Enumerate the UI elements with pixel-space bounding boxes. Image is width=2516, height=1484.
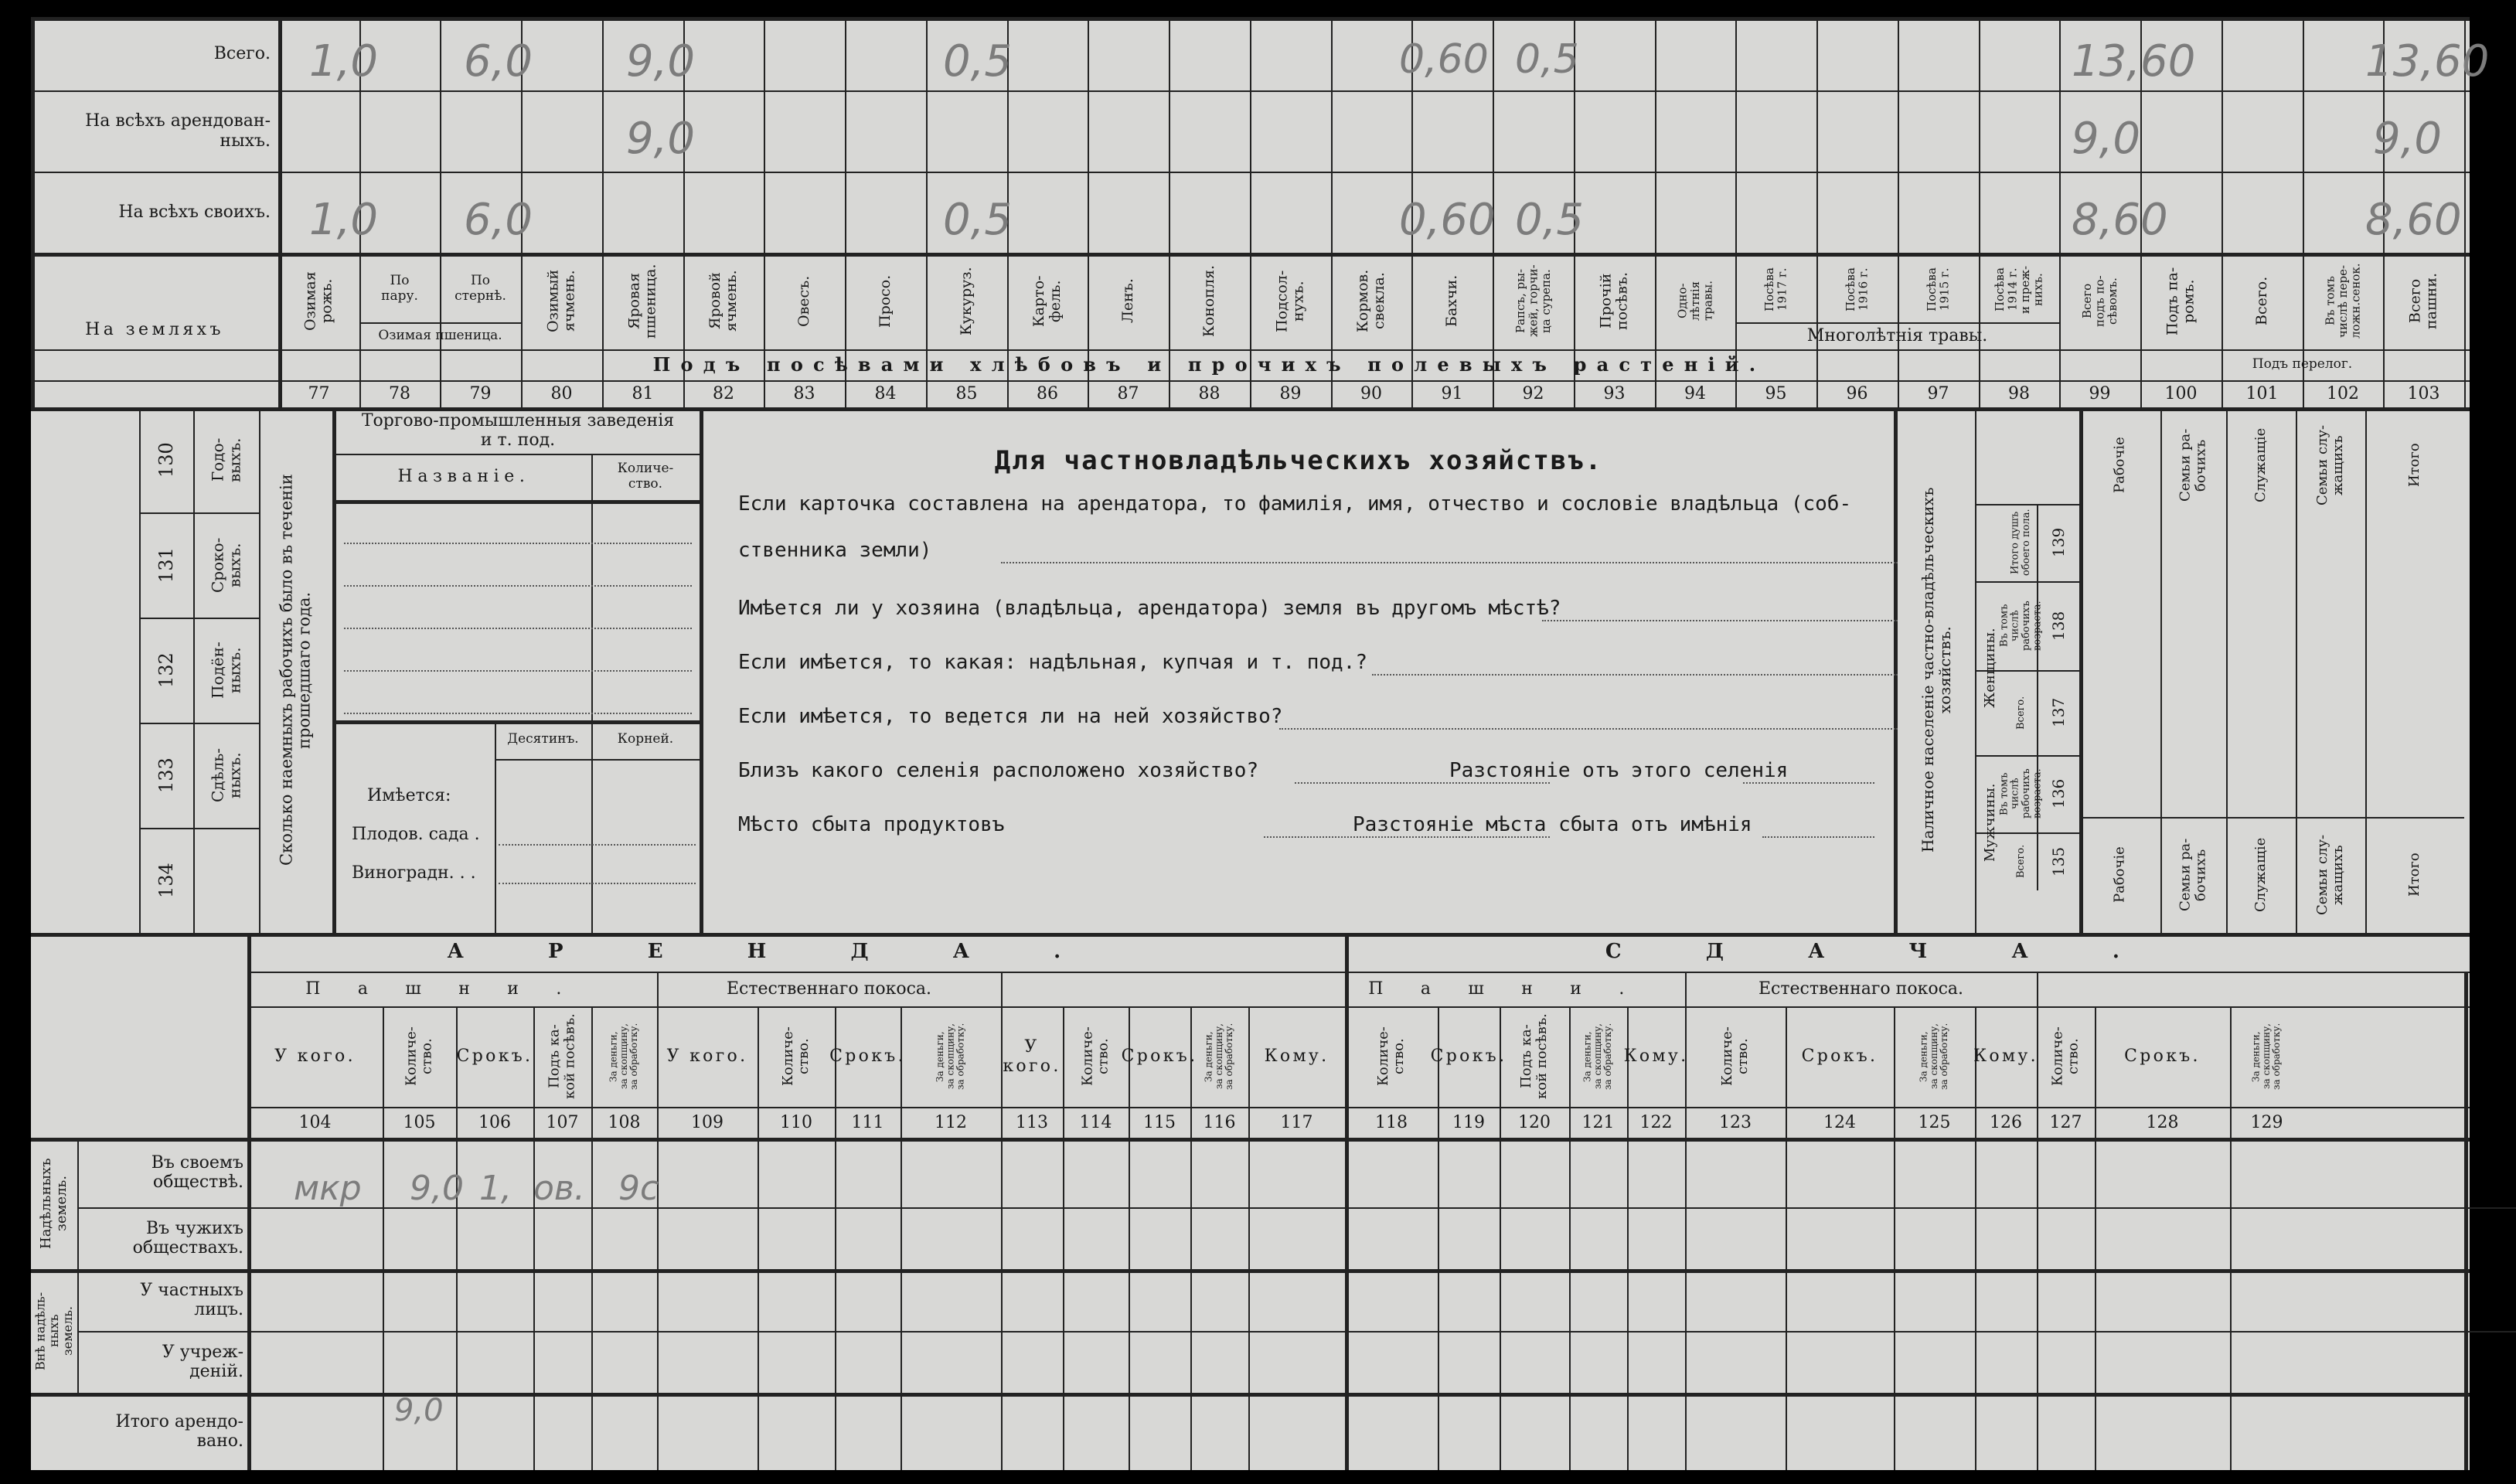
winter-wheat-label: Озимая пшеница.: [378, 327, 502, 343]
h-rule: [31, 1138, 2470, 1142]
lease-col-number: 108: [608, 1112, 641, 1132]
col-header: Кормов. свекла.: [1354, 269, 1387, 333]
hired-col-header: Подён- ныхъ.: [208, 642, 244, 699]
col-header: Посѣва 1915 г.: [1925, 267, 1952, 311]
sublease-header: СДАЧА.: [1605, 940, 2204, 964]
hired-col-number: 133: [155, 757, 177, 793]
col-number: 79: [469, 384, 492, 403]
non-allotment-land-label: Внѣ надѣль- ныхъ земель.: [32, 1292, 75, 1370]
col-number: 92: [1522, 384, 1544, 403]
worker-col-header: Рабочіе: [2111, 437, 2128, 494]
col-header: Одно- лѣтнія травы.: [1675, 281, 1715, 322]
population-col-number: 137: [2049, 697, 2068, 728]
women-label: Женщины.: [1982, 628, 1999, 709]
answer-line: [1001, 562, 1898, 563]
col-number: 91: [1441, 384, 1463, 403]
v-rule: [259, 407, 260, 933]
lease-col-number: 114: [1079, 1112, 1112, 1132]
col-header: Подсол- нухъ.: [1273, 270, 1307, 332]
handwritten-value: ов.: [533, 1169, 585, 1208]
dotted-line: [344, 543, 692, 544]
lease-row-label: Въ своемъ обществѣ.: [151, 1152, 243, 1192]
worker-col-footer: Семьи слу- жащихъ: [2314, 834, 2346, 916]
lease-col-number: 127: [2049, 1112, 2082, 1132]
population-subheader: Итого душъ обоего пола.: [2009, 509, 2032, 577]
lease-col-header: За деньги, за скопщину, за обработку.: [608, 1023, 640, 1091]
handwritten-value: 9,0: [626, 114, 696, 164]
col-header: Всего.: [2253, 276, 2271, 326]
population-label: Наличное населеніе частно-владѣльческихъ хозяйствъ.: [1918, 487, 1954, 853]
sowing-banner: Подъ посѣвами хлѣбовъ и прочихъ полевыхъ растеній.: [652, 353, 1766, 376]
col-number: 96: [1846, 384, 1868, 403]
handwritten-value: 0,5: [943, 36, 1013, 87]
col-header: Рапсъ, ры- жей, горчи- ца сурепа.: [1513, 264, 1553, 338]
lease-col-header: У кого.: [274, 1047, 356, 1067]
dotted-line: [344, 585, 692, 587]
desyatin-header: Десятинъ.: [507, 731, 579, 747]
lease-col-header: Количе- ство.: [403, 1026, 435, 1087]
handwritten-value: 1,: [479, 1169, 512, 1208]
question-text: Близъ какого селенія расположено хозяйство?: [738, 759, 1259, 782]
lease-col-number: 105: [403, 1112, 436, 1132]
lease-col-number: 129: [2250, 1112, 2283, 1132]
worker-col-header: Семьи ра- бочихъ: [2177, 428, 2209, 502]
lease-col-header: Количе- ство.: [1375, 1026, 1407, 1087]
hired-col-header: Годо- выхъ.: [208, 437, 244, 482]
answer-line: [1295, 782, 1550, 784]
col-number: 87: [1117, 384, 1139, 403]
group-header: Естественнаго покоса.: [726, 979, 931, 999]
handwritten-value: 13,60: [2365, 36, 2490, 87]
lease-col-header: За деньги, за скопщину, за обработку.: [935, 1023, 966, 1091]
lease-col-number: 119: [1452, 1112, 1485, 1132]
question-text: Мѣсто сбыта продуктовъ: [738, 813, 1005, 836]
lease-col-number: 112: [935, 1112, 967, 1132]
col-header: Озимая рожь.: [301, 271, 335, 331]
lease-col-number: 117: [1280, 1112, 1313, 1132]
lease-col-number: 124: [1823, 1112, 1856, 1132]
hired-col-header: [193, 828, 259, 933]
lease-col-number: 109: [691, 1112, 723, 1132]
population-subheader: Въ томъ числѣ рабочихъ возраста.: [1998, 601, 2044, 651]
col-header: Посѣва 1914 г. и преж- нихъ.: [1993, 265, 2045, 314]
lease-col-number: 122: [1639, 1112, 1673, 1132]
col-number: 100: [2164, 384, 2198, 403]
lease-col-header: У кого.: [666, 1047, 748, 1067]
handwritten-value: 1,0: [309, 195, 379, 245]
row-label: На всѣхъ своихъ.: [118, 202, 271, 222]
handwritten-value: 0,5: [943, 195, 1013, 245]
col-number: 101: [2245, 384, 2279, 403]
lease-col-number: 128: [2146, 1112, 2179, 1132]
handwritten-value: 9с: [618, 1169, 659, 1208]
worker-col-header: Семьи слу- жащихъ: [2314, 424, 2346, 506]
handwritten-value: 0,5: [1515, 36, 1579, 83]
handwritten-value: 0,60: [1399, 195, 1496, 245]
col-header: Озимый ячмень.: [544, 269, 578, 333]
lease-col-number: 116: [1203, 1112, 1236, 1132]
col-header: Посѣва 1917 г.: [1762, 267, 1789, 311]
fallow-label: Подъ перелог.: [2252, 356, 2353, 373]
question-text: ственника земли): [738, 539, 932, 562]
answer-line: [1762, 836, 1874, 838]
allotment-land-label: Надѣльныхъ земель.: [38, 1158, 70, 1249]
hired-col-number: 131: [155, 547, 177, 583]
dotted-line: [499, 883, 696, 884]
private-farm-title: Для частновладѣльческихъ хозяйствъ.: [994, 445, 1603, 477]
col-header: По пару.: [381, 273, 418, 304]
col-number: 94: [1684, 384, 1706, 403]
lease-col-number: 118: [1375, 1112, 1408, 1132]
col-number: 89: [1279, 384, 1302, 403]
col-number: 99: [2089, 384, 2111, 403]
lease-col-header: Кому.: [1623, 1047, 1689, 1067]
lease-col-header: У кого.: [1003, 1036, 1061, 1076]
handwritten-value: 8,60: [2072, 195, 2168, 245]
worker-col-footer: Семьи ра- бочихъ: [2177, 838, 2209, 912]
lease-row-label: У частныхъ лицъ.: [140, 1280, 243, 1319]
lease-col-header: Подъ ка- кой посѣвъ.: [546, 1013, 578, 1100]
korney-header: Корней.: [617, 731, 674, 747]
h-rule: [336, 500, 700, 504]
lease-header: АРЕНДА.: [447, 940, 1146, 964]
row-label: Всего.: [213, 43, 271, 63]
hired-col-number: 130: [155, 442, 177, 478]
lease-row-label: У учреж- деній.: [162, 1342, 243, 1381]
answer-line: [1542, 620, 1898, 621]
lease-col-header: Срокъ.: [2124, 1047, 2201, 1067]
handwritten-value: 9,0: [626, 36, 696, 87]
lease-col-number: 106: [478, 1112, 511, 1132]
worker-col-footer: Рабочіе: [2111, 846, 2128, 904]
col-header: Подъ па- ромъ.: [2164, 267, 2198, 335]
lease-col-header: Срокъ.: [456, 1047, 533, 1067]
trade-title: Торгово-промышленныя заведенія и т. под.: [361, 410, 675, 450]
question-text: Если имѣется, то ведется ли на ней хозяйство?: [738, 705, 1283, 728]
trade-name-header: Названіе.: [397, 467, 530, 487]
lease-row-label: Въ чужихъ обществахъ.: [132, 1218, 243, 1258]
population-col-number: 139: [2049, 527, 2068, 558]
population-col-number: 136: [2049, 778, 2068, 809]
population-subheader: Всего.: [2014, 844, 2027, 879]
lease-col-header: Срокъ.: [1121, 1047, 1198, 1067]
question-text: Разстояніе мѣста сбыта отъ имѣнія: [1353, 813, 1752, 836]
col-header: Всего подъ по- сѣвомъ.: [2079, 275, 2119, 327]
col-header: Овесъ.: [795, 275, 813, 327]
col-number: 97: [1927, 384, 1949, 403]
lease-col-header: Количе- ство.: [1719, 1026, 1751, 1087]
handwritten-value: 9,0: [2373, 114, 2443, 164]
answer-line: [1372, 674, 1898, 676]
h-rule: [77, 1331, 2516, 1333]
col-number: 81: [632, 384, 654, 403]
lease-col-header: За деньги, за скопщину, за обработку.: [1918, 1023, 1950, 1091]
col-number: 78: [389, 384, 410, 403]
h-rule: [31, 1269, 2470, 1273]
lease-col-number: 115: [1143, 1112, 1176, 1132]
col-number: 93: [1603, 384, 1626, 403]
handwritten-value: 1,0: [309, 36, 379, 87]
col-number: 77: [308, 384, 330, 403]
answer-line: [1743, 782, 1874, 784]
col-number: 95: [1765, 384, 1787, 403]
group-header: Пашни.: [305, 979, 599, 999]
lease-col-number: 111: [851, 1112, 884, 1132]
lease-col-header: Подъ ка- кой посѣвъ.: [1518, 1013, 1550, 1100]
handwritten-value: 9,0: [2072, 114, 2141, 164]
col-header: Карто- фель.: [1030, 275, 1064, 327]
lease-col-header: Срокъ.: [1430, 1047, 1507, 1067]
hired-col-number: 134: [155, 863, 177, 898]
lease-col-number: 110: [780, 1112, 812, 1132]
v-rule: [700, 407, 703, 933]
lease-col-header: За деньги, за скопщину, за обработку.: [1581, 1023, 1614, 1091]
col-number: 85: [955, 384, 978, 403]
col-header: Бахчи.: [1443, 274, 1461, 328]
population-subheader: Въ томъ числѣ рабочихъ возраста.: [1998, 768, 2044, 819]
col-header: Посѣва 1916 г.: [1844, 267, 1871, 311]
v-rule: [31, 17, 35, 407]
population-col-number: 138: [2049, 611, 2068, 641]
lease-col-number: 104: [298, 1112, 332, 1132]
group-header: Естественнаго покоса.: [1758, 979, 1963, 999]
lease-col-number: 125: [1918, 1112, 1951, 1132]
men-label: Мужчины.: [1982, 783, 1999, 863]
col-header: Всего пашни.: [2406, 272, 2440, 330]
worker-col-footer: Служащіе: [2252, 837, 2269, 913]
col-header: Просо.: [877, 274, 894, 328]
lease-col-header: Количе- ство.: [780, 1026, 812, 1087]
col-number: 84: [874, 384, 897, 403]
h-rule: [495, 759, 700, 761]
hired-workers-label: Сколько наемныхъ рабочихъ было въ теченіи прошедшаго года.: [277, 474, 314, 866]
dotted-line: [344, 670, 692, 672]
lease-col-header: Количе- ство.: [2049, 1026, 2082, 1087]
lease-col-header: Кому.: [1264, 1047, 1329, 1067]
hired-col-number: 132: [155, 652, 177, 688]
col-number: 83: [793, 384, 815, 403]
question-text: Если имѣется, то какая: надѣльная, купчая и т. под.?: [738, 651, 1367, 674]
worker-col-header: Итого: [2406, 443, 2423, 488]
group-header: Пашни.: [1368, 979, 1662, 999]
dotted-line: [344, 628, 692, 629]
dotted-line: [344, 713, 692, 714]
col-header: Въ томъ числѣ пере- ложн.сенок.: [2323, 263, 2363, 339]
lease-col-number: 107: [546, 1112, 579, 1132]
lease-col-header: За деньги, за скопщину, за обработку.: [1203, 1023, 1235, 1091]
population-col-number: 135: [2049, 846, 2068, 876]
v-rule: [77, 1138, 79, 1393]
col-number: 90: [1360, 384, 1382, 403]
handwritten-value: мкр: [294, 1169, 362, 1208]
col-number: 86: [1037, 384, 1058, 403]
orchard-label: Плодов. сада .: [352, 825, 480, 844]
h-rule: [1975, 504, 2079, 505]
hired-col-header: Сроко- выхъ.: [208, 537, 244, 593]
lease-row-label: Итого арендо- вано.: [115, 1411, 243, 1451]
vineyard-label: Виноградн. . .: [352, 863, 476, 883]
lease-col-header: Количе- ство.: [1079, 1026, 1112, 1087]
has-label: Имѣется:: [367, 786, 451, 805]
lease-col-number: 121: [1581, 1112, 1615, 1132]
handwritten-value: 13,60: [2072, 36, 2196, 87]
col-header: Яровая пшеница.: [625, 264, 659, 339]
col-number: 80: [550, 384, 573, 403]
col-header: Ленъ.: [1119, 278, 1137, 324]
col-header: Прочій посѣвъ.: [1597, 271, 1631, 331]
col-number: 102: [2327, 384, 2359, 403]
handwritten-value: 8,60: [2365, 195, 2462, 245]
question-text: Если карточка составлена на арендатора, то фамилія, имя, отчество и сословіе владѣльца (соб-: [738, 492, 1852, 516]
col-header: Яровой ячмень.: [706, 270, 740, 332]
worker-col-footer: Итого: [2406, 853, 2423, 897]
handwritten-value: 6,0: [464, 195, 533, 245]
census-card-sheet: [31, 17, 2490, 1470]
land-label: На земляхъ: [85, 320, 224, 340]
lease-col-header: Кому.: [1973, 1047, 2038, 1067]
col-number: 98: [2008, 384, 2030, 403]
row-label: На всѣхъ арендован- ныхъ.: [85, 111, 271, 151]
question-text: Имѣется ли у хозяина (владѣльца, арендатора) земля въ другомъ мѣстѣ?: [738, 597, 1561, 620]
lease-col-number: 120: [1518, 1112, 1551, 1132]
hired-col-header: Сдѣль- ныхъ.: [208, 747, 244, 803]
col-number: 88: [1198, 384, 1221, 403]
lease-col-number: 123: [1719, 1112, 1752, 1132]
trade-qty-header: Количе- ство.: [617, 461, 674, 492]
col-number: 82: [713, 384, 734, 403]
lease-col-header: Срокъ.: [1801, 1047, 1878, 1067]
dotted-line: [499, 844, 696, 846]
population-subheader: Всего.: [2014, 696, 2027, 730]
handwritten-value: 0,60: [1399, 36, 1489, 83]
handwritten-value: 9,0: [410, 1169, 464, 1208]
answer-line: [1264, 836, 1550, 838]
handwritten-value: 0,5: [1515, 195, 1585, 245]
perennial-grass-label: Многолѣтнія травы.: [1806, 325, 1988, 345]
question-text: Разстояніе отъ этого селенія: [1449, 759, 1789, 782]
answer-line: [1279, 728, 1898, 730]
h-rule: [2079, 817, 2464, 819]
lease-col-header: Срокъ.: [829, 1047, 906, 1067]
col-header: Кукуруз.: [958, 267, 975, 335]
lease-col-number: 126: [1990, 1112, 2022, 1132]
worker-col-header: Служащіе: [2252, 427, 2269, 503]
lease-col-number: 113: [1016, 1112, 1048, 1132]
lease-col-header: За деньги, за скопщину, за обработку.: [2250, 1023, 2283, 1091]
col-number: 103: [2407, 384, 2440, 403]
col-header: Конопля.: [1200, 265, 1218, 338]
handwritten-value: 9,0: [394, 1393, 444, 1428]
col-header: По стернѣ.: [455, 273, 506, 304]
handwritten-value: 6,0: [464, 36, 533, 87]
